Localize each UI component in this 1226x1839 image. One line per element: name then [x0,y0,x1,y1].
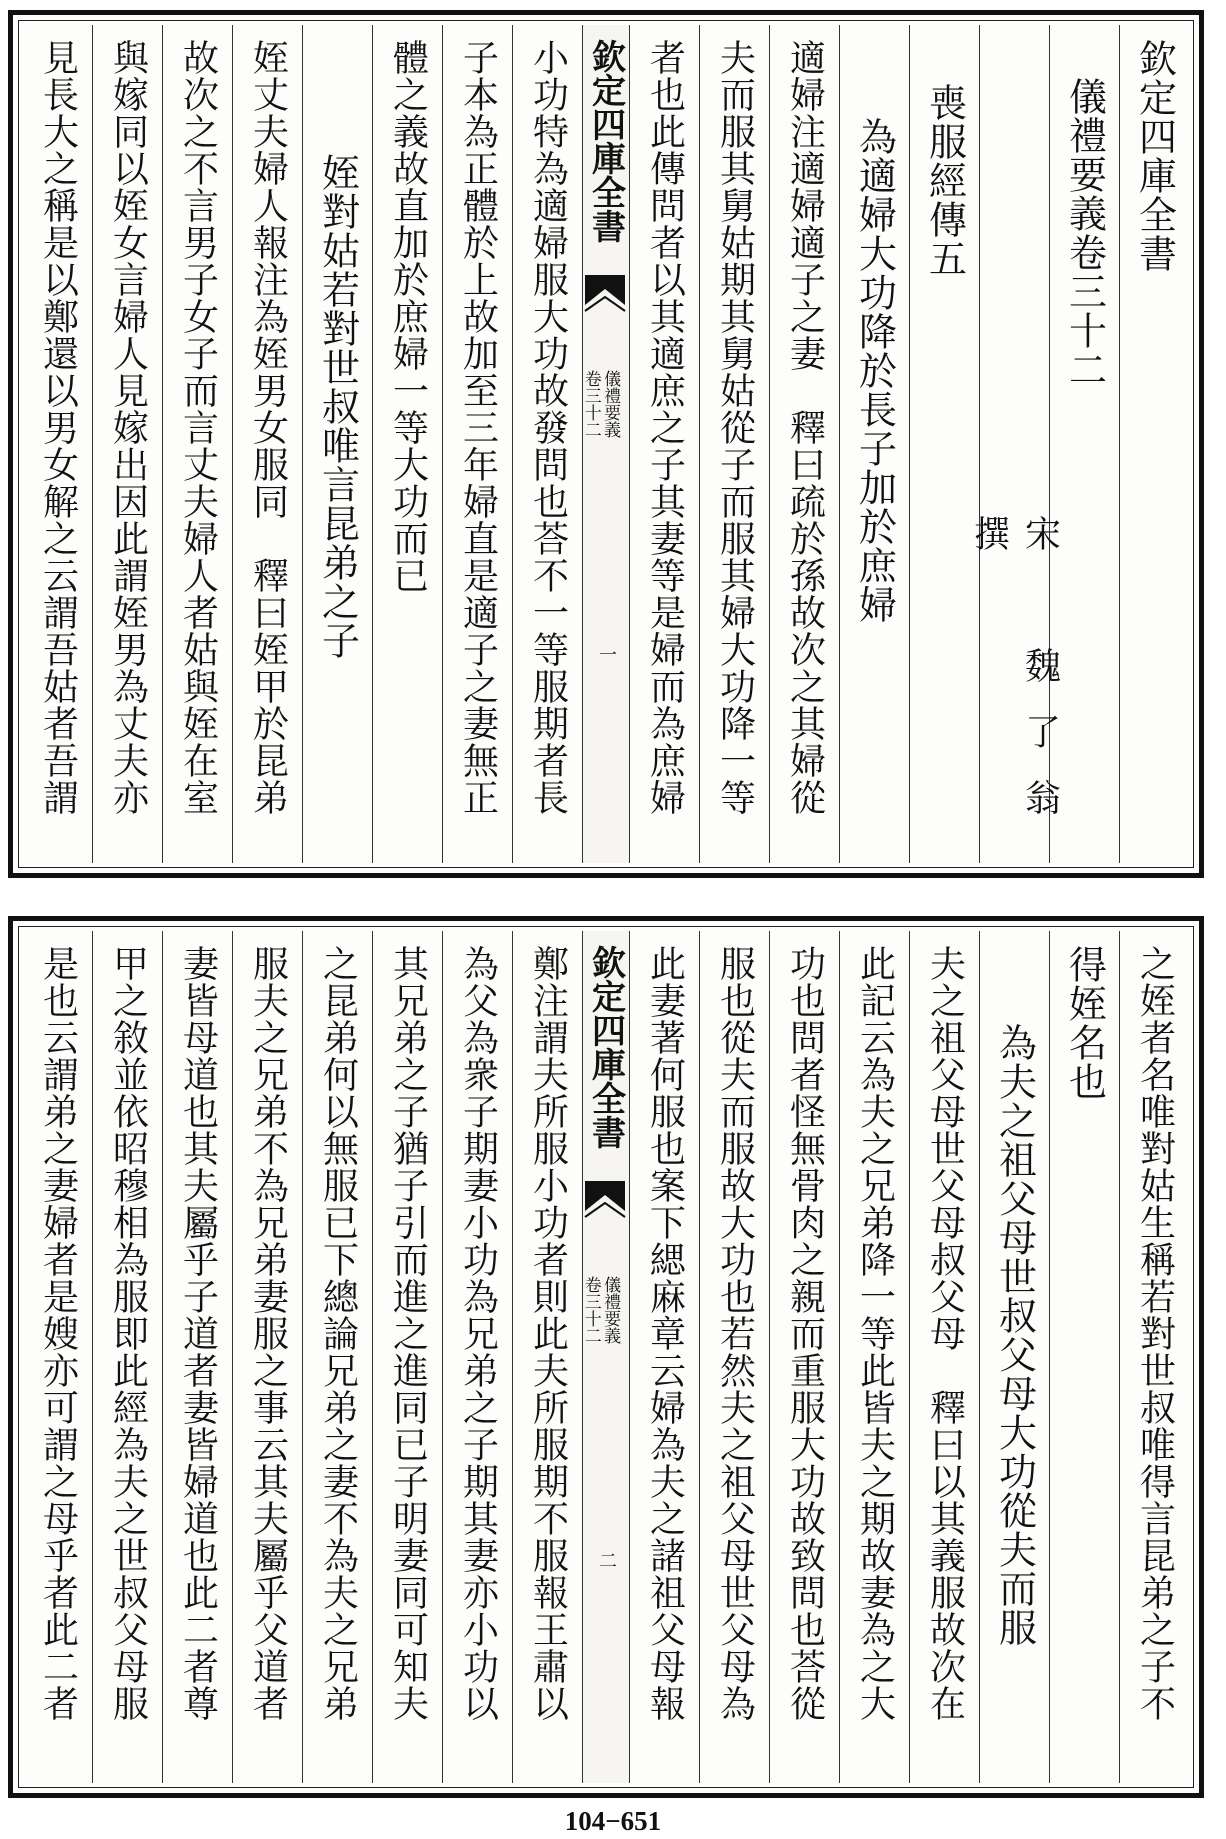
column-text: 夫而服其舅姑期其舅姑從子而服其婦大功降一等 [699,25,769,863]
fold-book-title: 儀禮要義 [600,1276,621,1344]
column-text: 姪丈夫婦人報注為姪男女服同 釋曰姪甲於昆弟 [232,25,302,863]
column-text: 子本為正體於上故加至三年婦直是適子之妻無正 [442,25,512,863]
column-text: 與嫁同以姪女言婦人見嫁出因此謂姪男為丈夫亦 [92,25,162,863]
column-text: 適婦注適婦適子之妻 釋曰疏於孫故次之其婦從 [769,25,839,863]
fold-title: 欽定四庫全書 [585,39,626,243]
fishtail-mark-icon [585,1181,625,1225]
column-text: 體之義故直加於庶婦一等大功而已 [372,25,442,863]
bottom-page-columns [23,931,1189,1783]
top-page-columns [23,25,1189,911]
column-text: 服夫之兄弟不為兄弟妻服之事云其夫屬乎父道者 [232,931,302,1783]
fold-volume: 卷三十二 [580,1276,601,1344]
column-text: 故次之不言男子女子而言丈夫婦人者姑與姪在室 [162,25,232,863]
column-chapter-title: 喪服經傳五 [909,25,979,863]
column-text: 小功特為適婦服大功故發問也荅不一等服期者長 [512,25,582,863]
column-text: 此妻著何服也案下緦麻章云婦為夫之諸祖父母報 [629,931,699,1783]
fold-title: 欽定四庫全書 [585,945,626,1149]
fishtail-mark-icon [585,275,625,319]
column-text: 妻皆母道也其夫屬乎子道者妻皆婦道也此二者尊 [162,931,232,1783]
column-text: 鄭注謂夫所服小功者則此夫所服期不服報王肅以 [512,931,582,1783]
column-text: 為夫之祖父母世叔父母大功從夫而服 [979,931,1049,1783]
top-page [8,10,1204,911]
column-text: 功也問者怪無骨肉之親而重服大功故致問也荅從 [769,931,839,1783]
column-text: 其兄弟之子猶子引而進之進同已子明妻同可知夫 [372,931,442,1783]
column-text: 姪對姑若對世叔唯言昆弟之子 [302,25,372,863]
fold-margin [582,25,629,863]
column-text: 為適婦大功降於長子加於庶婦 [839,25,909,863]
page-number: 104−651 [564,1806,662,1836]
column-text: 之昆弟何以無服已下總論兄弟之妻不為夫之兄弟 [302,931,372,1783]
column-text: 此記云為夫之兄弟降一等此皆夫之期故妻為之大 [839,931,909,1783]
fold-leaf-number: 二 [596,1551,617,1569]
fold-leaf-number: 一 [596,645,617,663]
column-text: 見長大之稱是以鄭還以男女解之云謂吾姑者吾謂 [37,39,79,816]
fold-volume: 卷三十二 [580,370,601,438]
column-text: 是也云謂弟之妻婦者是嫂亦可謂之母乎者此二者 [37,945,79,1722]
column-text: 者也此傳問者以其適庶之子其妻等是婦而為庶婦 [629,25,699,863]
column-text: 服也從夫而服故大功也若然夫之祖父母世父母為 [699,931,769,1783]
column-collection-title: 欽定四庫全書 [1119,25,1189,863]
column-volume-title: 儀禮要義卷三十二 [1049,25,1119,863]
fold-margin [582,931,629,1783]
column-author: 宋 魏了翁 撰 [979,25,1049,863]
column-text: 甲之敘並依昭穆相為服即此經為夫之世叔父母服 [92,931,162,1783]
fold-book-title: 儀禮要義 [600,370,621,438]
column-text: 夫之祖父母世父母叔父母 釋曰以其義服故次在 [909,931,979,1783]
column-text: 得姪名也 [1049,931,1119,1783]
column-text: 之姪者名唯對姑生稱若對世叔唯得言昆弟之子不 [1119,931,1189,1783]
column-text: 為父為衆子期妻小功為兄弟之子期其妻亦小功以 [442,931,512,1783]
bottom-page [8,916,1204,1798]
